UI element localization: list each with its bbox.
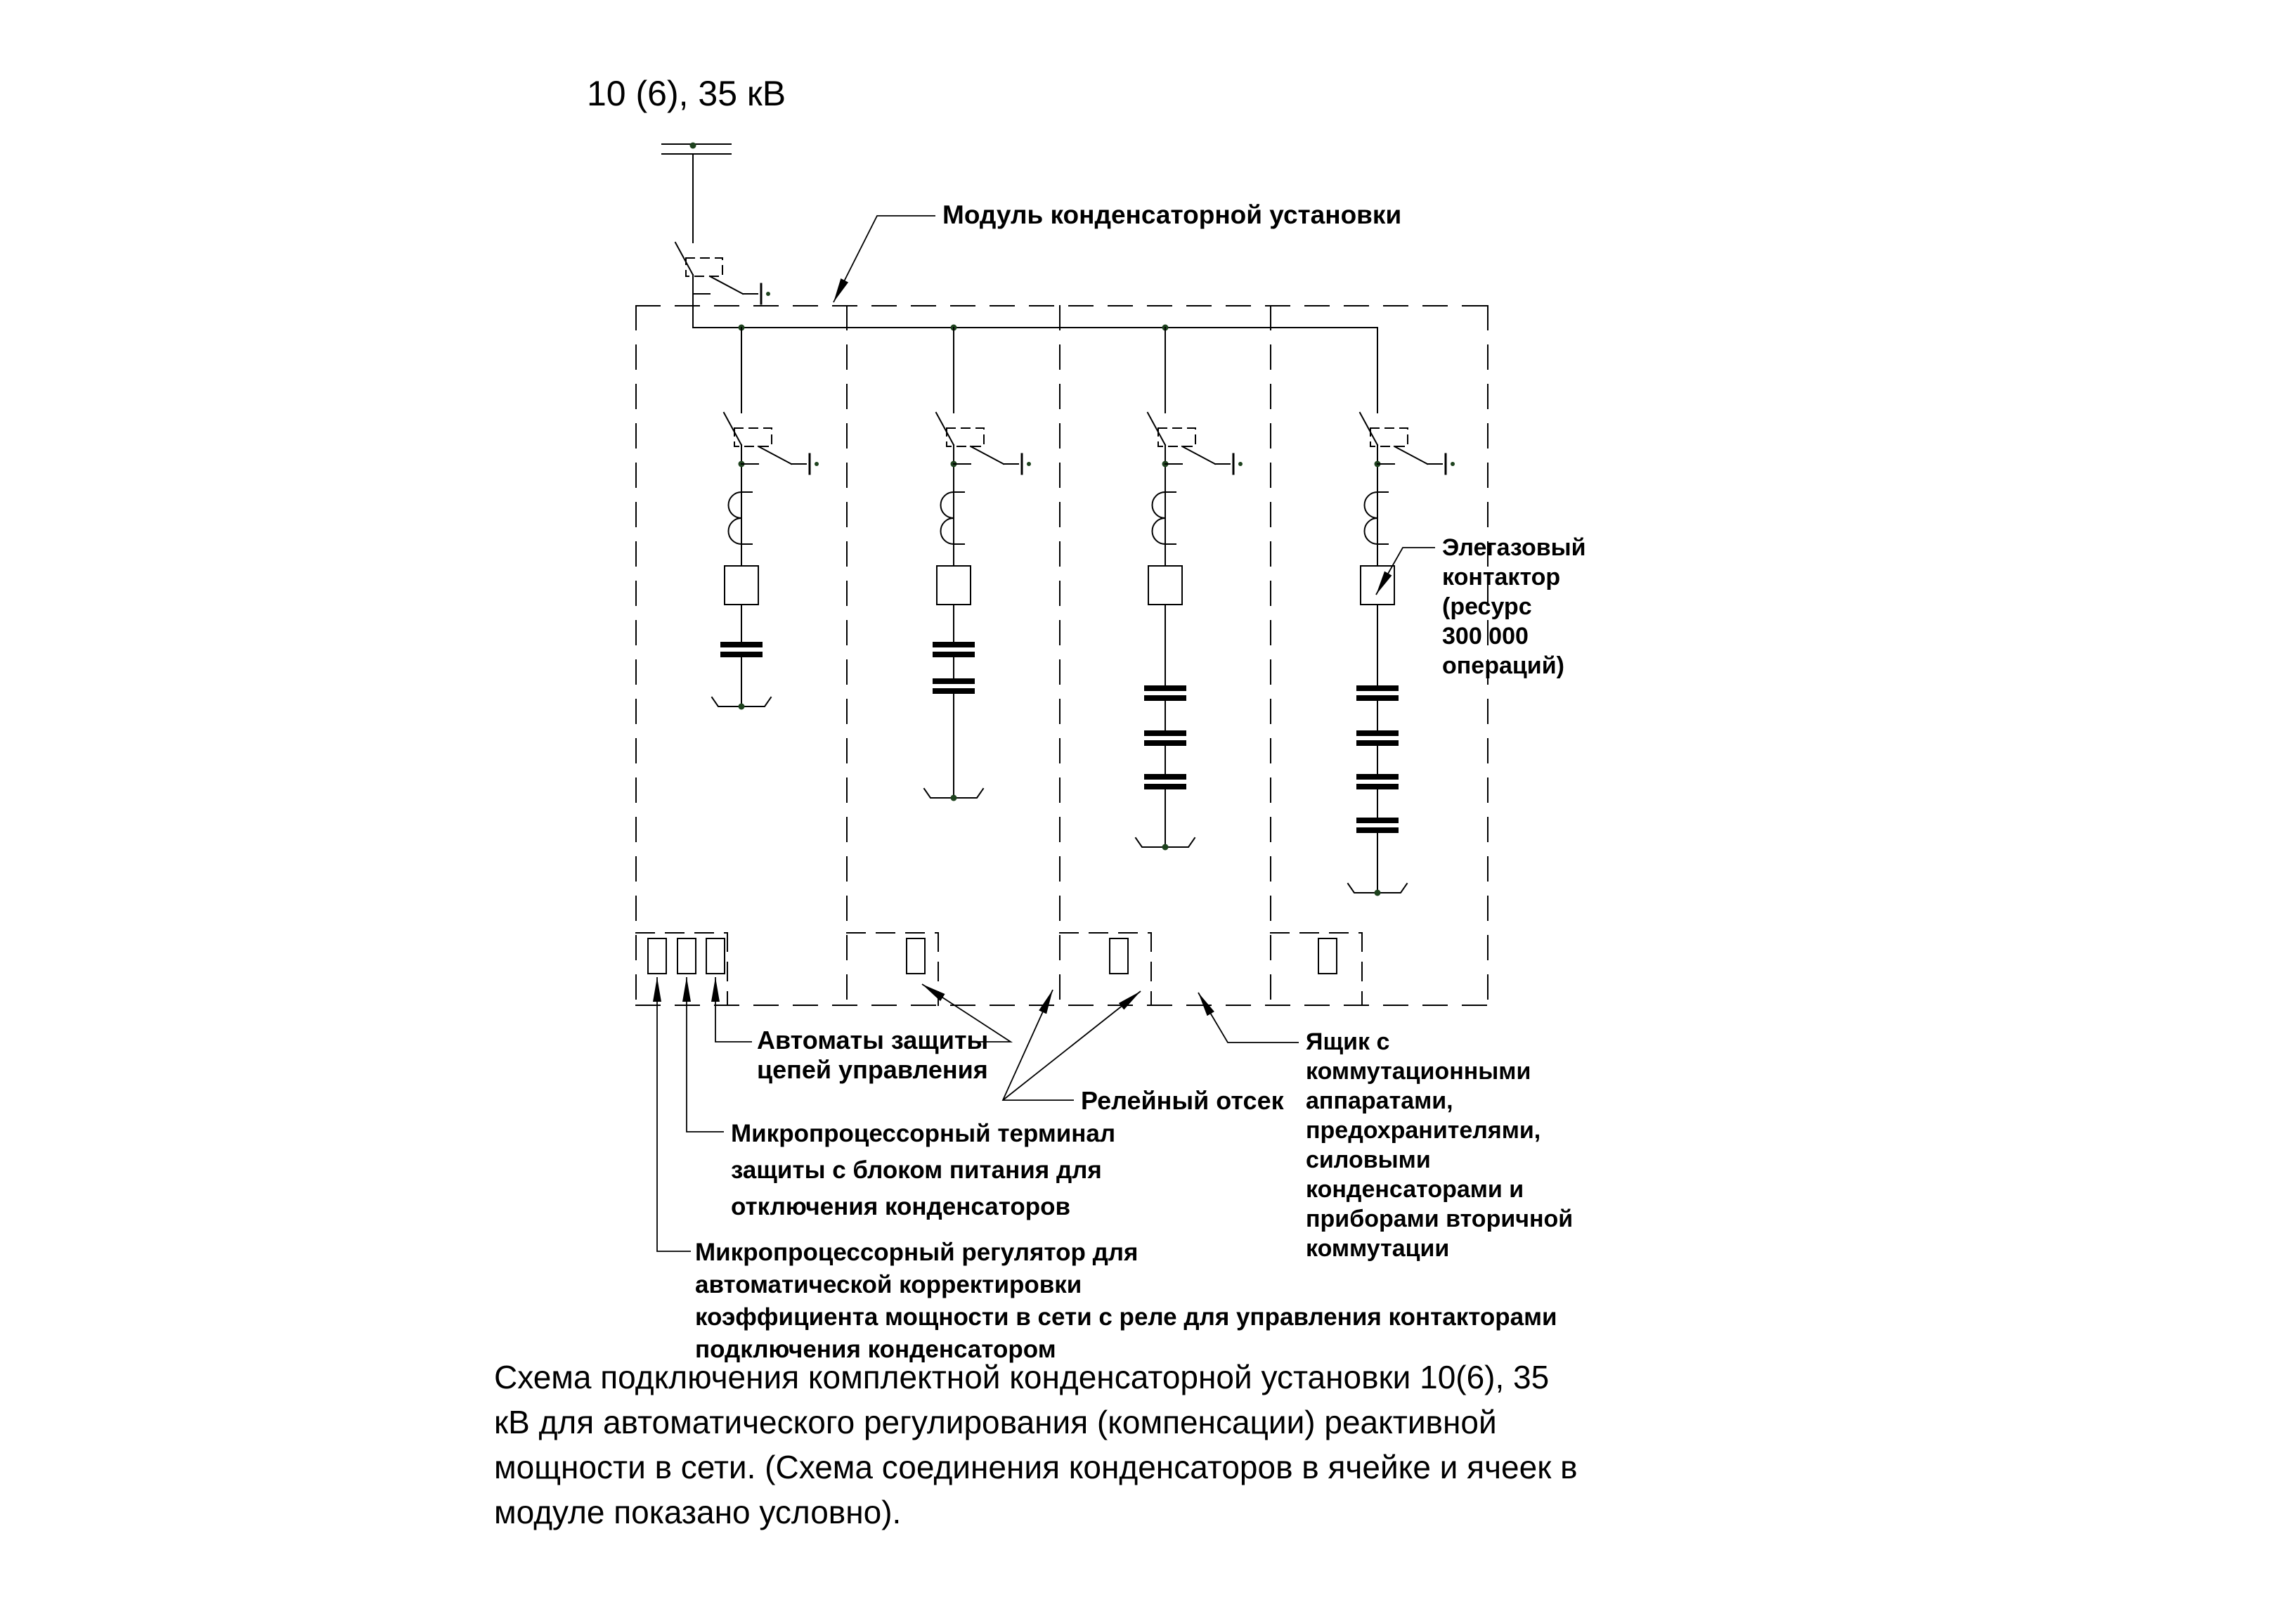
contactor-label — [1442, 534, 1586, 679]
disconnect-switch-reactor-contactor-icon — [724, 328, 819, 605]
protection-terminal-label-line: защиты с блоком питания для — [731, 1156, 1102, 1184]
switching-cabinet-label-line: конденсаторами и — [1306, 1176, 1524, 1203]
contactor-label-line: контактор — [1442, 564, 1561, 590]
protection-terminal-label-line: отключения конденсаторов — [731, 1193, 1071, 1220]
switching-cabinet-label-line: предохранителями, — [1306, 1117, 1541, 1144]
relay-bay-leader-arrow-right — [1003, 991, 1141, 1100]
switching-cabinet-label — [1306, 1028, 1573, 1262]
control-breaker-box-icon — [1110, 938, 1128, 974]
capacitor-cell-3 — [1110, 328, 1243, 974]
switching-cabinet-label-line: аппаратами, — [1306, 1088, 1453, 1114]
capacitor-icon — [1356, 774, 1399, 789]
switching-cabinet-label-line: коммутации — [1306, 1235, 1450, 1262]
capacitor-cell-1 — [648, 328, 819, 974]
capacitor-icon — [1144, 730, 1186, 746]
regulator-leader-arrow — [657, 977, 691, 1251]
disconnect-switch-reactor-contactor-icon — [1148, 328, 1243, 605]
caption-line: мощности в сети. (Схема соединения конденсаторов в ячейке и ячеек в — [494, 1449, 1578, 1485]
protection-terminal-label-line: Микропроцессорный терминал — [731, 1120, 1116, 1147]
power-factor-regulator-label-line: Микропроцессорный регулятор для — [695, 1239, 1139, 1266]
relay-bay-label: Релейный отсек — [1081, 1086, 1284, 1115]
contactor-label-line: Элегазовый — [1442, 534, 1586, 561]
capacitor-icon — [1356, 730, 1399, 746]
control-breaker-box-icon — [648, 938, 666, 974]
control-breakers-leader-arrow-left — [715, 977, 752, 1042]
control-breakers-label — [757, 1026, 988, 1084]
busbar — [662, 143, 731, 155]
switching-cabinet-label-line: Ящик с — [1306, 1028, 1390, 1055]
capacitor-icon — [933, 678, 975, 694]
relay-bay-leader-arrow-left — [1003, 990, 1074, 1100]
contactor-label-line: 300 000 — [1442, 623, 1529, 650]
power-factor-regulator-label-line: коэффициента мощности в сети с реле для управления контакторами — [695, 1303, 1557, 1331]
protection-terminal-label — [731, 1120, 1115, 1220]
capacitor-icon — [1356, 818, 1399, 833]
feeder-voltage-label: 10 (6), 35 кВ — [587, 74, 786, 113]
capacitor-icon — [720, 642, 763, 657]
control-breakers-label-line: цепей управления — [757, 1055, 988, 1084]
figure-caption — [494, 1359, 1578, 1530]
contactor-label-line: (ресурс — [1442, 593, 1532, 620]
caption-line: модуле показано условно). — [494, 1494, 902, 1530]
incoming-feeder-line — [675, 154, 770, 328]
capacitor-cell-4 — [1318, 328, 1455, 974]
terminal-leader-arrow — [687, 977, 724, 1132]
cabinet-leader-arrow — [1198, 993, 1299, 1043]
disconnect-switch-reactor-contactor-icon — [936, 328, 1031, 605]
capacitor-icon — [933, 642, 975, 657]
contactor-label-line: операций) — [1442, 652, 1564, 679]
module-leader-arrow — [834, 216, 935, 302]
relay-compartment-partitions — [636, 933, 1362, 1005]
switching-cabinet-label-line: приборами вторичной — [1306, 1206, 1574, 1232]
hv-bus — [693, 325, 1377, 331]
switching-cabinet-label-line: силовыми — [1306, 1147, 1431, 1173]
control-breaker-box-icon — [907, 938, 925, 974]
incoming-disconnect-switch-icon — [675, 243, 770, 304]
power-factor-regulator-label-line: подключения конденсатором — [695, 1336, 1056, 1363]
caption-line: кВ для автоматического регулирования (компенсации) реактивной — [494, 1404, 1497, 1440]
control-breaker-box-icon — [677, 938, 696, 974]
capacitor-icon — [1144, 685, 1186, 701]
switching-cabinet-label-line: коммутационными — [1306, 1058, 1531, 1085]
disconnect-switch-reactor-contactor-icon — [1360, 328, 1455, 605]
capacitor-cell-2 — [907, 328, 1031, 974]
control-breakers-label-line: Автоматы защиты — [757, 1026, 989, 1054]
caption-line: Схема подключения комплектной конденсаторной установки 10(6), 35 — [494, 1359, 1550, 1395]
module-boundary — [636, 306, 1488, 1005]
control-breaker-box-icon — [706, 938, 725, 974]
module-label: Модуль конденсаторной установки — [942, 200, 1402, 229]
power-factor-regulator-label-line: автоматической корректировки — [695, 1271, 1082, 1298]
capacitor-icon — [1144, 774, 1186, 789]
control-breaker-box-icon — [1318, 938, 1337, 974]
capacitor-icon — [1356, 685, 1399, 701]
